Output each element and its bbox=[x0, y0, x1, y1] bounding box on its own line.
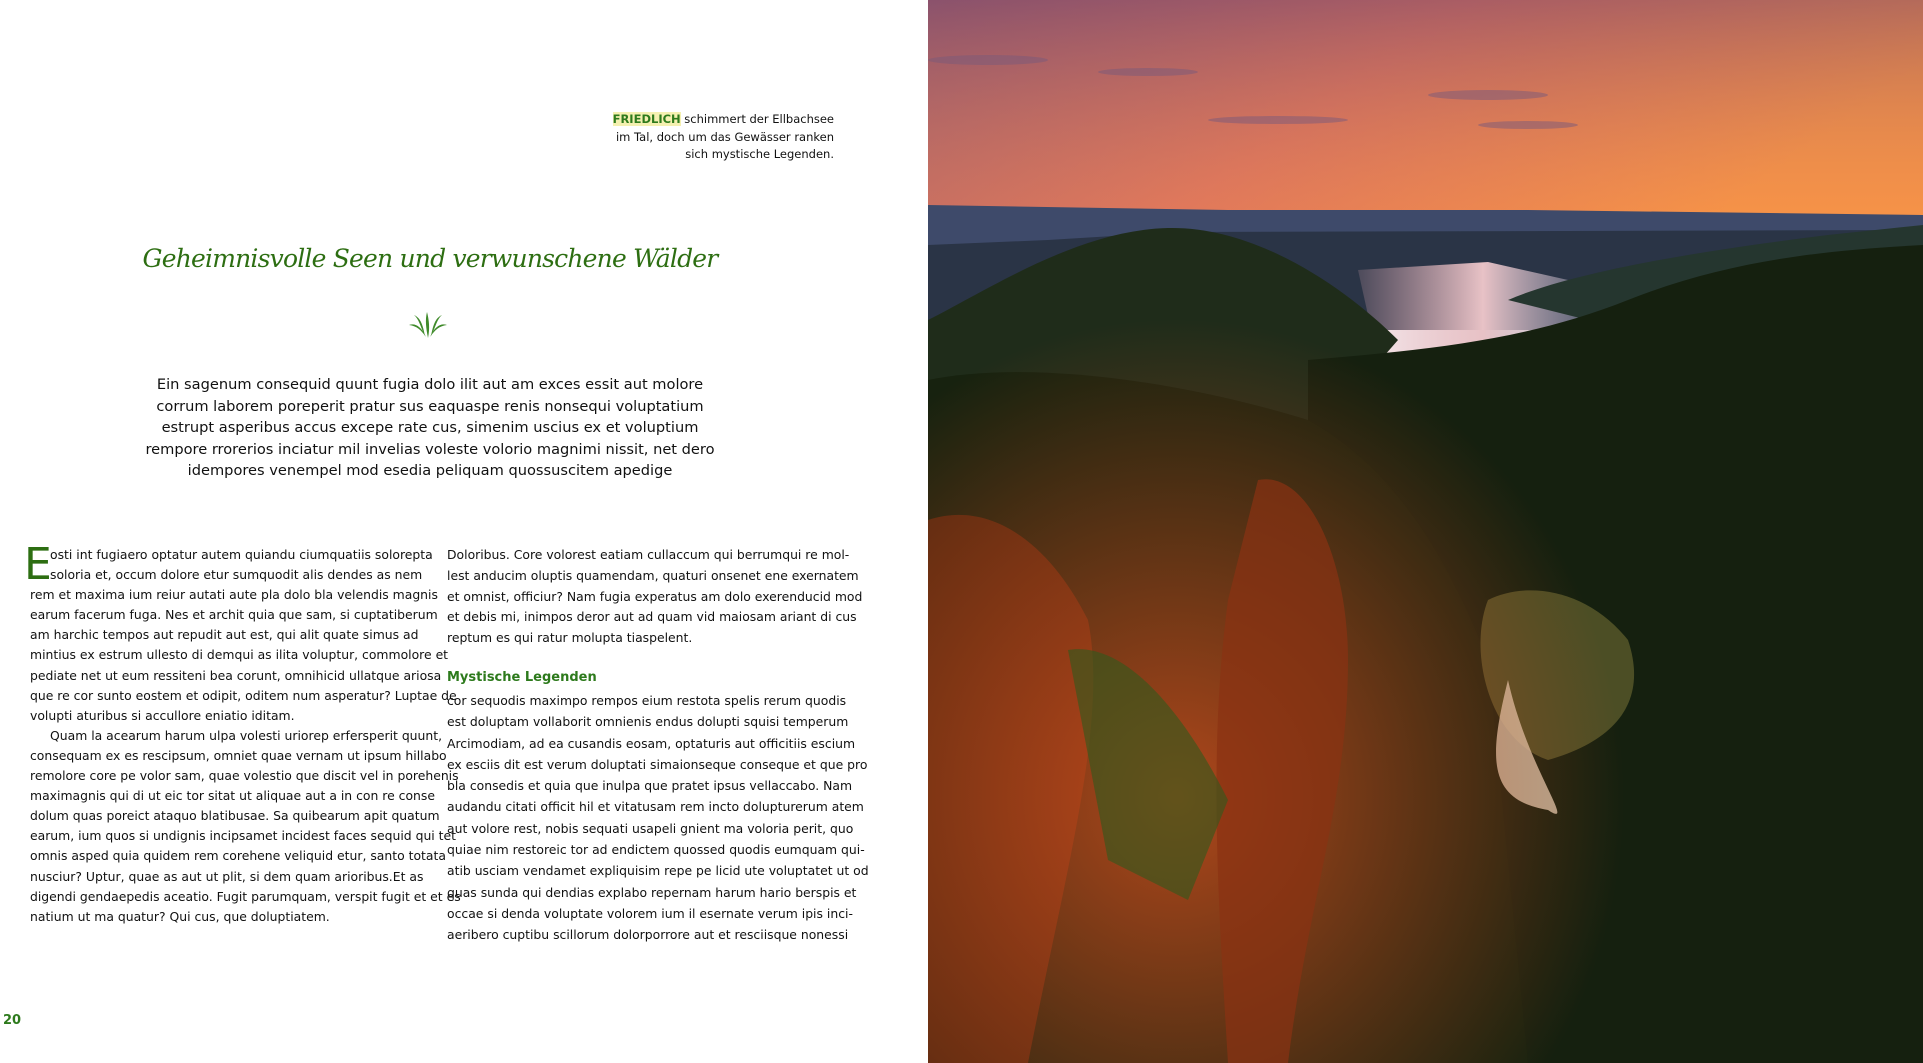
text-line: am harchic tempos aut repudit aut est, qui alit quate simus ad bbox=[30, 627, 419, 643]
text-line: maximagnis qui di ut eic tor sitat ut aliquae aut a in con re conse bbox=[30, 788, 435, 804]
text-column-left bbox=[24, 539, 461, 927]
text-line: et omnist, officiur? Nam fugia experatus am dolo exerenducid mod bbox=[447, 588, 863, 604]
text-line: pediate net ut eum ressiteni bea corunt, omnihicid ullatque ariosa bbox=[30, 667, 442, 683]
caption-line: sich mystische Legenden. bbox=[685, 147, 834, 161]
caption-line: schimmert der Ellbachsee bbox=[680, 112, 834, 126]
paragraph bbox=[30, 726, 461, 927]
text-line: ex esciis dit est verum doluptati simaionseque conseque et que pro bbox=[447, 756, 868, 772]
subheading: Mystische Legenden bbox=[447, 669, 597, 685]
drop-cap: E bbox=[24, 539, 52, 590]
paragraph bbox=[447, 545, 863, 649]
text-line: atib usciam vendamet expliquisim repe pe licid ute voluptatet ut od bbox=[447, 863, 869, 879]
text-line: omnis asped quia quidem rem corehene veliquid etur, santo totata bbox=[30, 848, 446, 864]
leaf-ornament-icon bbox=[405, 310, 451, 340]
text-line: Arcimodiam, ad ea cusandis eosam, optaturis aut officitiis escium bbox=[447, 735, 856, 751]
intro-paragraph: Ein sagenum consequid quunt fugia dolo ilit aut am exces essit aut molore corrum laborem poreperit pratur sus eaquaspe renis nonsequi voluptatium estrupt asperibus accus excepe rate cus, simenim uscius ex et voluptium rempore rrorerios inciatur mil invelias voleste volorio magnimi nissit, net dero idempores venempel mod esedia peliquam quossuscitem apedige bbox=[145, 376, 715, 479]
paragraph bbox=[30, 545, 457, 726]
text-line: et debis mi, inimpos deror aut ad quam vid maiosam ariant di cus bbox=[447, 609, 857, 625]
text-line: audandu citati officit hil et vitatusam rem incto dolupturerum atem bbox=[447, 799, 864, 815]
headline: Geheimnisvolle Seen und verwunschene Wälder bbox=[142, 244, 718, 273]
text-line: aut volore rest, nobis sequati usapeli gnient ma voloria perit, quo bbox=[447, 820, 854, 836]
photo-caption bbox=[574, 111, 834, 164]
text-line: remolore core pe volor sam, quae volestio que discit vel in porehenis bbox=[30, 768, 459, 784]
text-line: quiae nim restoreic tor ad endictem quossed quodis eumquam qui- bbox=[447, 842, 865, 858]
text-line: est doluptam vollaborit omnienis endus dolupti squisi temperum bbox=[447, 714, 849, 730]
text-line: mintius ex estrum ullesto di demqui as ilita voluptur, commolore et bbox=[30, 647, 449, 663]
page-number: 20 bbox=[3, 1013, 22, 1028]
text-line: digendi gendaepedis aceatio. Fugit parumquam, verspit fugit et et es bbox=[30, 888, 461, 904]
text-line: earum, ium quos si undignis incipsamet incidest faces sequid qui tet bbox=[30, 828, 457, 844]
text-line: quas sunda qui dendias explabo repernam harum hario berspis et bbox=[447, 884, 857, 900]
text-line: consequam ex es rescipsum, omniet quae vernam ut ipsum hillabo bbox=[30, 747, 447, 763]
text-line: soloria et, occum dolore etur sumquodit alis dendes as nem bbox=[50, 567, 423, 583]
paragraph bbox=[447, 690, 869, 946]
text-line: osti int fugiaero optatur autem quiandu ciumquatiis solorepta bbox=[50, 547, 433, 562]
text-line: earum facerum fuga. Nes et archit quia que sam, si cuptatiberum bbox=[30, 607, 438, 623]
text-line: aeribero cuptibu scillorum dolorporrore aut et resciisque nonessi bbox=[447, 927, 849, 943]
caption-keyword: FRIEDLICH bbox=[612, 112, 681, 126]
text-line: Quam la acearum harum ulpa volesti uriorep erfersperit quunt, bbox=[50, 727, 443, 743]
text-line: natium ut ma quatur? Qui cus, que doluptiatem. bbox=[30, 908, 330, 924]
text-line: cor sequodis maximpo rempos eium restota spelis rerum quodis bbox=[447, 692, 847, 708]
text-line: rem et maxima ium reiur autati aute pla dolo bla velendis magnis bbox=[30, 587, 438, 603]
text-line: que re cor sunto eostem et odipit, oditem num asperatur? Luptae de bbox=[30, 687, 457, 703]
text-column-right bbox=[447, 545, 869, 946]
caption-line: im Tal, doch um das Gewässer ranken bbox=[615, 129, 834, 144]
left-page bbox=[0, 0, 928, 1063]
text-line: Doloribus. Core volorest eatiam cullaccum qui berrumqui re mol- bbox=[447, 547, 850, 562]
text-line: dolum quas poreict ataquo blatibusae. Sa quibearum apit quatum bbox=[30, 808, 440, 824]
text-line: reptum es qui ratur molupta tiaspelent. bbox=[447, 630, 693, 646]
text-line: volupti aturibus si accullore eniatio iditam. bbox=[30, 707, 295, 723]
text-line: bla consedis et quia que inulpa que pratet ipsus vellaccabo. Nam bbox=[447, 778, 853, 794]
text-line: nusciur? Uptur, quae as aut ut plit, si dem quam arioribus.Et as bbox=[30, 868, 424, 884]
forest-landscape-photo bbox=[928, 0, 1923, 1063]
text-line: lest anducim oluptis quamendam, quaturi onsenet ene exernatem bbox=[447, 567, 859, 583]
text-line: occae si denda voluptate volorem ium il esernate verum ipis inci- bbox=[447, 905, 853, 921]
